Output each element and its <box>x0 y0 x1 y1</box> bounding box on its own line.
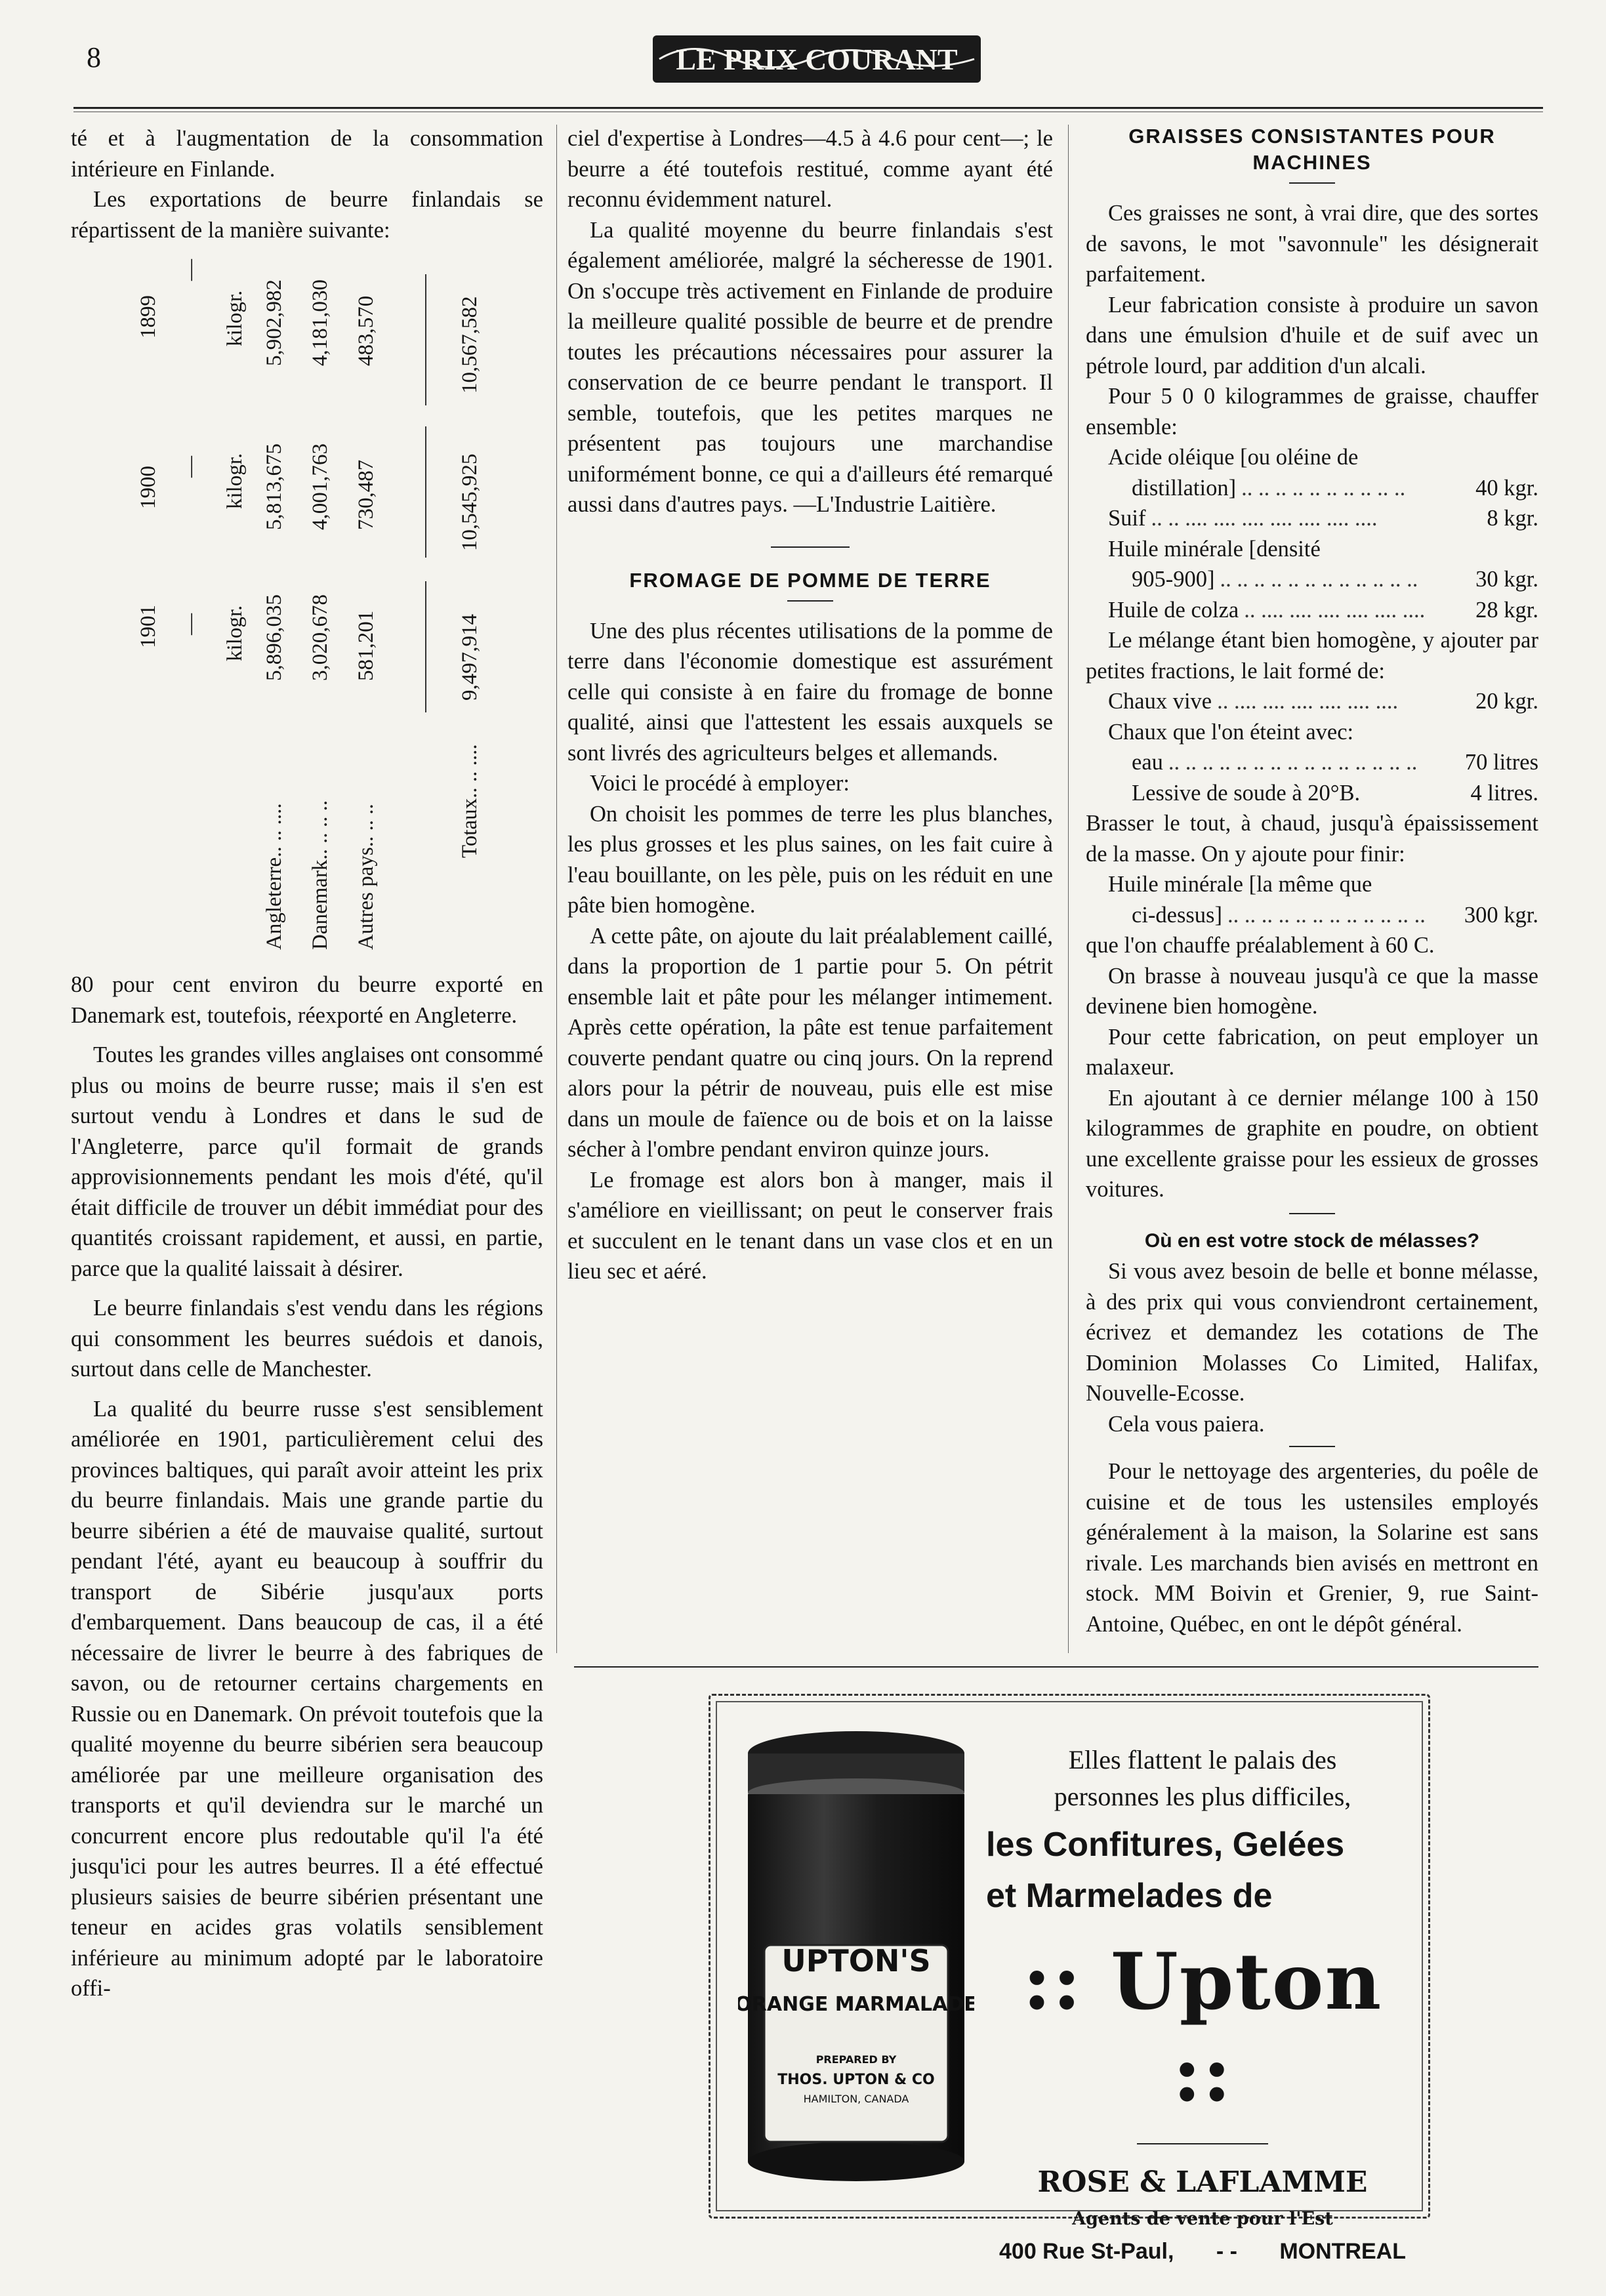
table-cell: 5,902,982 <box>262 279 286 366</box>
paragraph: Le fromage est alors bon à manger, mais il s'améliore en vieillissant; on peut le conserver frais et succulent en le tenant dans un vase clos et en un lieu sec et aéré. <box>567 1167 1053 1284</box>
marmalade-jar-illustration <box>738 1722 974 2194</box>
unit-label: kilogr. <box>223 605 247 661</box>
masthead-logo <box>653 33 981 85</box>
recipe-line: distillation] .. .. .. .. .. .. .. .. .. .. 40 kgr. <box>1086 473 1538 504</box>
section-heading: FROMAGE DE POMME DE TERRE <box>629 568 991 592</box>
section-rule <box>771 546 850 548</box>
paragraph: Ces graisses ne sont, à vrai dire, que des sortes de savons, le mot "savonnule" les désignerait parfaitement. <box>1086 201 1538 287</box>
paragraph: Pour 5 0 0 kilogrammes de graisse, chauffer ensemble: <box>1086 384 1538 440</box>
column-2 <box>567 123 1053 1287</box>
paragraph: La qualité du beurre russe s'est sensiblement améliorée en 1901, particulièrement celui des provinces baltiques, qui paraît avoir atteint les prix du beurre finlandais. Mais une grande partie du beurre sibérien a été de mauvaise qualité, surtout pendant l'été, ayant eu beaucoup à souffrir du transport de Sibérie jusqu'aux ports d'embarquement. Dans beaucoup de cas, il a été nécessaire de livrer le beurre à des fabriques de savon, ou de retourner certains chargements en Russie ou en Danemark. On prévoit toutefois que la qualité moyenne du beurre sibérien sera beaucoup améliorée par une meilleure organisation des transports et qu'il deviendra sur le marché un concurrent encore plus redoutable qu'il l'a été jusqu'ici pour les autres beurres. Il a été effectué plusieurs saisies de beurre sibérien présentant une teneur en acides gras volatils sensiblement inférieure au minimum adopté par le laboratoire offi- <box>71 1396 543 2001</box>
header-rule <box>73 107 1543 109</box>
paragraph: A cette pâte, on ajoute du lait préalablement caillé, dans la proportion de 1 partie pour 5. On pétrit ensemble lait et pâte pour les mélanger intimement. Après cette opération, la pâte est tenue parfaitement couverte pendant quatre ou cinq jours. On la reprend alors pour la pétrir de nouveau, puis elle est mise dans un moule de faïence ou de bois et on la laisse sécher à l'ombre pendant environ quinze jours. <box>567 923 1053 1162</box>
table-rule <box>425 426 426 558</box>
paragraph: Voici le procédé à employer: <box>590 771 850 796</box>
ingredient: Lessive de soude à 20°B. <box>1132 780 1361 806</box>
recipe-line: 905-900] .. .. .. .. .. .. .. .. .. .. .. .. 30 kgr. <box>1086 564 1538 595</box>
recipe-line: Suif .. .. .... .... .... .... .... .... .... 8 kgr. <box>1086 503 1538 534</box>
recipe-line: Huile de colza .. .... .... .... .... .... .... 28 kgr. <box>1086 595 1538 626</box>
ad-separator: - - <box>1216 2239 1237 2264</box>
ad-rule <box>1137 2143 1268 2144</box>
recipe-list <box>1086 442 1538 625</box>
column-divider <box>556 125 557 1653</box>
ad-separator-rule <box>574 1666 1538 1668</box>
paragraph: 80 pour cent environ du beurre exporté en Danemark est, toutefois, réexporté en Angleterre. <box>71 972 543 1028</box>
quantity: 30 kgr. <box>1475 567 1538 592</box>
table-total: 10,567,582 <box>458 296 482 394</box>
unit-label: kilogr. <box>223 290 247 346</box>
year-header: 1900 <box>136 466 160 509</box>
ad-copy <box>986 1742 1419 2266</box>
ingredient: eau <box>1132 750 1163 775</box>
table-cell: 581,201 <box>354 610 378 681</box>
quantity: 20 kgr. <box>1475 689 1538 714</box>
recipe-line: Huile minérale [la même que <box>1108 872 1372 897</box>
quantity: 8 kgr. <box>1487 506 1538 531</box>
paragraph: Les exportations de beurre finlandais se répartissent de la manière suivante: <box>71 187 543 243</box>
jar-prepared-by: PREPARED BY <box>815 2053 897 2066</box>
ad-products: et Marmelades de <box>986 1877 1273 1915</box>
jar-product: ORANGE MARMALADE <box>738 1993 974 2016</box>
ad-brand: :: Upton :: <box>1022 1936 1383 2119</box>
table-rule <box>425 581 426 712</box>
paragraph: Une des plus récentes utilisations de la pomme de terre dans l'économie domestique est assurément celle qui consiste à en faire du fromage de bonne qualité, ainsi que l'attestent les essais auxquels se sont livrés des agriculteurs belges et allemands. <box>567 618 1053 766</box>
recipe-line <box>1086 778 1538 809</box>
table-cell: 4,001,763 <box>308 443 332 530</box>
ad-street: 400 Rue St-Paul, <box>999 2239 1174 2264</box>
quantity: 300 kgr. <box>1464 902 1538 928</box>
section-rule <box>1289 182 1335 184</box>
unit-label: kilogr. <box>223 453 247 509</box>
section-rule <box>1289 1213 1335 1214</box>
ad-products: les Confitures, Gelées <box>986 1826 1345 1864</box>
ingredient: ci-dessus] <box>1132 902 1222 928</box>
column-3 <box>1086 123 1538 1639</box>
ad-address <box>986 2236 1419 2266</box>
paragraph: té et à l'augmentation de la consommation intérieure en Finlande. <box>71 126 543 182</box>
page-number: 8 <box>87 41 101 73</box>
table-rule <box>425 274 426 405</box>
upton-advertisement <box>709 1694 1430 2264</box>
ad-tagline: personnes les plus difficiles, <box>1054 1782 1351 1811</box>
column-1-continued <box>71 970 543 2004</box>
paragraph: Pour le nettoyage des argenteries, du poêle de cuisine et de tous les ustensiles employés généralement à la maison, la Solarine est sans rivale. Les marchands bien avisés en mettront en stock. MM Boivin et Grenier, 9, rue Saint-Antoine, Québec, en ont le dépôt général. <box>1086 1459 1538 1637</box>
section-heading: GRAISSES CONSISTANTES POUR MACHINES <box>1128 125 1496 174</box>
sub-heading: Où en est votre stock de mélasses? <box>1144 1229 1480 1252</box>
masthead-title: LE PRIX COURANT <box>676 43 958 76</box>
recipe-list <box>1086 686 1538 808</box>
table-total: 10,545,925 <box>458 453 482 551</box>
ad-city: MONTREAL <box>1279 2239 1406 2264</box>
export-table <box>85 255 531 963</box>
paragraph: Si vous avez besoin de belle et bonne mélasse, à des prix qui vous conviendront certainement, écrivez et demandez les cotations de The Dominion Molasses Co Limited, Halifax, Nouvelle-Ecosse. <box>1086 1259 1538 1406</box>
row-label: Angleterre.. .. .... <box>262 803 286 950</box>
section-rule <box>1289 1446 1335 1447</box>
paragraph: Cela vous paiera. <box>1108 1411 1265 1437</box>
recipe-list <box>1086 869 1538 930</box>
row-label: Autres pays.. .. .. <box>354 804 378 950</box>
paragraph: ciel d'expertise à Londres—4.5 à 4.6 pour cent—; le beurre a été toutefois restitué, comme ayant été reconnu évidemment naturel. <box>567 126 1053 212</box>
ad-agent: ROSE & LAFLAMME <box>1037 2165 1368 2199</box>
table-cell: 3,020,678 <box>308 594 332 681</box>
quantity: 40 kgr. <box>1475 475 1538 501</box>
dash: — <box>178 613 202 635</box>
paragraph: Toutes les grandes villes anglaises ont consommé plus ou moins de beurre russe; mais il s'en est surtout vendu à Londres et dans le sud de l'Angleterre, parce qu'il formait de grands approvisionnements pendant les mois d'été, qu'il était difficile de trouver un débit immédiat pour des quantités croissant rapidement, et aussi, en partie, parce que la qualité laissait à désirer. <box>71 1042 543 1281</box>
year-header: 1899 <box>136 295 160 338</box>
recipe-line: Chaux que l'on éteint avec: <box>1108 719 1354 745</box>
recipe-line: ci-dessus] .. .. .. .. .. .. .. .. .. .. .. .. 300 kgr. <box>1086 900 1538 931</box>
paragraph: La qualité moyenne du beurre finlandais s'est également améliorée, malgré la sécheresse de 1901. On s'occupe très activement en Finlande de produire la meilleure qualité possible de beurre et de prendre toutes les précautions nécessaires pour assurer la conservation de ce beurre pendant le transport. Il semble, toutefois, que les petites marques ne présentent pas toujours une marchandise uniformément bonne, ce qui a d'ailleurs été remarqué aussi dans d'autres pays. —L'Industrie Laitière. <box>567 217 1053 517</box>
quantity: 4 litres. <box>1470 780 1538 806</box>
table-cell: 730,487 <box>354 459 378 530</box>
paragraph: Le beurre finlandais s'est vendu dans les régions qui consomment les beurres suédois et danois, surtout dans celle de Manchester. <box>71 1296 543 1382</box>
table-cell: 4,181,030 <box>308 279 332 366</box>
table-cell: 5,813,675 <box>262 443 286 530</box>
paragraph: que l'on chauffe préalablement à 60 C. <box>1086 933 1435 958</box>
recipe-line: Acide oléique [ou oléine de <box>1108 445 1359 470</box>
table-total: 9,497,914 <box>458 614 482 701</box>
paragraph: Le mélange étant bien homogène, y ajouter par petites fractions, le lait formé de: <box>1086 628 1538 684</box>
paragraph: On brasse à nouveau jusqu'à ce que la masse devinene bien homogène. <box>1086 963 1538 1019</box>
paragraph: On choisit les pommes de terre les plus blanches, les plus grosses et les plus saines, on les fait cuire à l'eau bouillante, on les pèle, puis on les réduit en une pâte bien homogène. <box>567 801 1053 918</box>
table-cell: 483,570 <box>354 295 378 366</box>
dash: — <box>178 456 202 478</box>
ingredient: Huile de colza <box>1108 597 1239 623</box>
ad-tagline: Elles flattent le palais des <box>1068 1745 1337 1774</box>
recipe-line: Chaux vive .. .... .... .... .... .... .... 20 kgr. <box>1086 686 1538 717</box>
ingredient: Suif <box>1108 506 1146 531</box>
ingredient: distillation] <box>1132 475 1237 501</box>
table-cell: 5,896,035 <box>262 594 286 681</box>
year-header: 1901 <box>136 605 160 648</box>
jar-city: HAMILTON, CANADA <box>803 2093 909 2105</box>
ingredient: 905-900] <box>1132 567 1215 592</box>
quantity: 70 litres <box>1464 750 1538 775</box>
jar-maker: THOS. UPTON & CO <box>777 2072 935 2088</box>
jar-brand: UPTON'S <box>781 1943 931 1978</box>
quantity: 28 kgr. <box>1475 597 1538 623</box>
column-1 <box>71 123 543 245</box>
ad-agent-subtitle: Agents de vente pour l'Est <box>1072 2209 1333 2229</box>
recipe-line: Huile minérale [densité <box>1108 536 1321 562</box>
dash: — <box>178 259 202 281</box>
paragraph: Brasser le tout, à chaud, jusqu'à épaississement de la masse. On y ajoute pour finir: <box>1086 811 1538 867</box>
recipe-line: eau .. .. .. .. .. .. .. .. .. .. .. .. .. .. .. 70 litres <box>1086 747 1538 778</box>
paragraph: Leur fabrication consiste à produire un savon dans une émulsion d'huile et de suif avec un pétrole lourd, par addition d'un alcali. <box>1086 292 1538 379</box>
section-rule <box>787 600 833 602</box>
paragraph: Pour cette fabrication, on peut employer un malaxeur. <box>1086 1024 1538 1080</box>
paragraph: En ajoutant à ce dernier mélange 100 à 150 kilogrammes de graphite en poudre, on obtient une excellente graisse pour les essieux de grosses voitures. <box>1086 1085 1538 1202</box>
ingredient: Chaux vive <box>1108 689 1212 714</box>
column-divider <box>1068 125 1069 1653</box>
row-label: Totaux.. .. .... <box>458 744 482 858</box>
row-label: Danemark.. .. .. .. <box>308 800 332 950</box>
